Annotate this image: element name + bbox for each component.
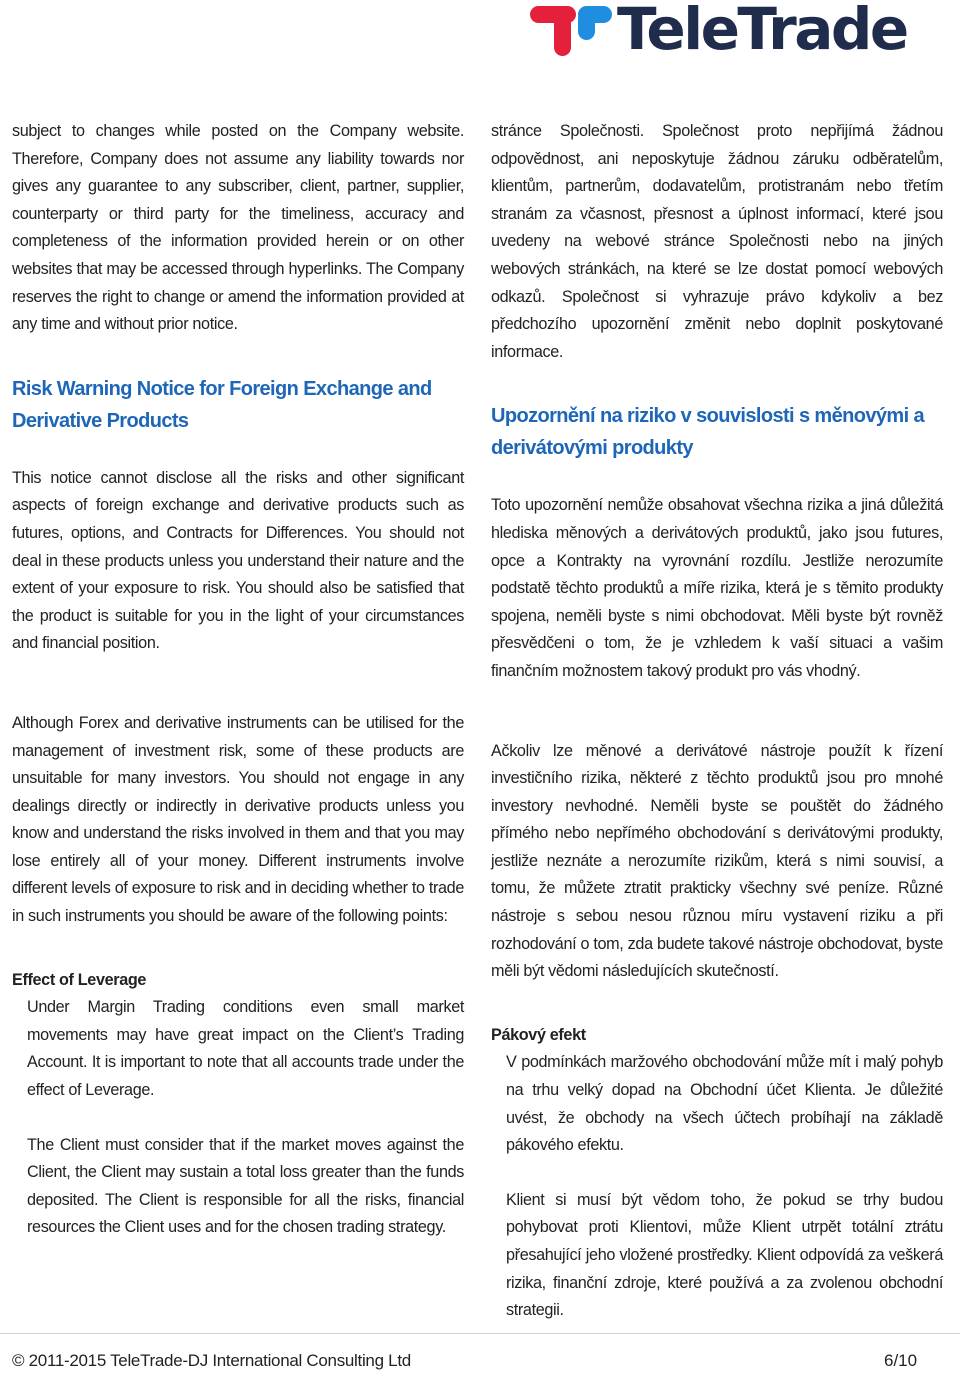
risk-notice-paragraph: This notice cannot disclose all the risks and other significant aspects of foreign exchange and derivative products such as futures, options, and Contracts for Differences. You should not deal in these products unless you understand their nature and the extent of your exposure to risk. You should also be satisfied that the product is suitable for you in the light of your circumstances and financial position. [12,468,464,653]
risk-warning-heading-cz: Upozornění na riziko v souvislosti s měnovými a derivátovými produkty [491,405,925,460]
intro-paragraph-cz: stránce Společnosti. Společnost proto nepřijímá žádnou odpovědnost, ani neposkytuje žádnou záruku odběratelům, klientům, partnerům, dodavatelům, protistranám nebo třetím stranám za včasnost, přesnost a úplnost informací, které jsou uvedeny na webové stránce Společnosti nebo na jiných webových stránkách, na které se lze dostat pomocí webových odkazů. Společnost si vyhrazuje právo kdykoliv a bez předchozího upozornění změnit nebo doplnit poskytované informace. [491,122,943,361]
teletrade-logo-mark-icon [526,0,616,66]
risk-notice-paragraph-cz: Toto upozornění nemůže obsahovat všechna rizika a jiná důležitá hlediska měnových a derivátových produktů, jako jsou futures, opce a Kontrakty na vyrovnání rozdílu. Jestliže nerozumíte podstatě těchto produktů a míře rizika, která je s těmito produkty spojena, neměli byste s nimi obchodovat. Měli byste být rovněž přesvědčeni o tom, že je vzhledem k vaší situaci a vašim finančním možnostem takový produkt pro vás vhodný. [491,496,943,680]
footer-divider [0,1333,960,1334]
effect-of-leverage-heading: Effect of Leverage [12,970,147,989]
right-column-czech [491,118,943,1325]
footer-copyright: © 2011-2015 TeleTrade-DJ International Consulting Ltd [12,1351,411,1370]
client-loss-paragraph-cz: Klient si musí být vědom toho, že pokud se trhy budou pohybovat proti Klientovi, může Klient utrpět totální ztrátu přesahující jeho vložené prostředky. Klient odpovídá za veškerá rizika, finanční zdroje, které používá a za zvolenou obchodní strategii. [506,1190,943,1320]
margin-trading-paragraph: Under Margin Trading conditions even small market movements may have great impact on the Client’s Trading Account. It is important to note that all accounts trade under the effect of Leverage. [27,998,464,1100]
forex-derivatives-paragraph: Although Forex and derivative instruments can be utilised for the management of investment risk, some of these products are unsuitable for many investors. You should not engage in any dealings directly or indirectly in derivative products unless you know and understand the risks involved in them and that you may lose entirely all of your money. Different instruments involve different levels of exposure to risk and in deciding whether to trade in such instruments you should be aware of the following points: [12,713,464,926]
page-number: 6/10 [884,1351,918,1370]
risk-warning-heading: Risk Warning Notice for Foreign Exchange and Derivative Products [12,377,432,432]
forex-derivatives-paragraph-cz: Ačkoliv lze měnové a derivátové nástroje použít k řízení investičního rizika, některé z těchto produktů jsou pro mnohé investory nevhodné. Neměli byste se pouštět do žádného přímého nebo nepřímého obchodování s derivátovými produkty, jestliže neznáte a nerozumíte rizikům, která s nimi souvisí, a tomu, že můžete ztratit prakticky všechny své peníze. Různé nástroje s sebou nesou různou míru vystavení riziku a při rozhodování o tom, zda budete takové nástroje obchodovat, byste měli být vědomi následujících skutečností. [491,741,943,981]
margin-trading-paragraph-cz: V podmínkách maržového obchodování může mít i malý pohyb na trhu velký dopad na Obchodní účet Klienta. Je důležité uvést, že obchody na všech účtech probíhají na základě pákového efektu. [506,1053,943,1155]
teletrade-logo-text: TeleTrade [617,0,907,63]
intro-paragraph: subject to changes while posted on the Company website. Therefore, Company does not assume any liability towards nor gives any guarantee to any subscriber, client, partner, supplier, counterparty or third party for the timeliness, accuracy and completeness of the information provided herein or on other websites that may be accessed through hyperlinks. The Company reserves the right to change or amend the information provided at any time and without prior notice. [12,122,464,334]
left-column-english [12,118,464,1242]
client-loss-paragraph: The Client must consider that if the market moves against the Client, the Client may sustain a total loss greater than the funds deposited. The Client is responsible for all the risks, financial resources the Client uses and for the chosen trading strategy. [27,1135,464,1237]
effect-of-leverage-heading-cz: Pákový efekt [491,1025,586,1044]
